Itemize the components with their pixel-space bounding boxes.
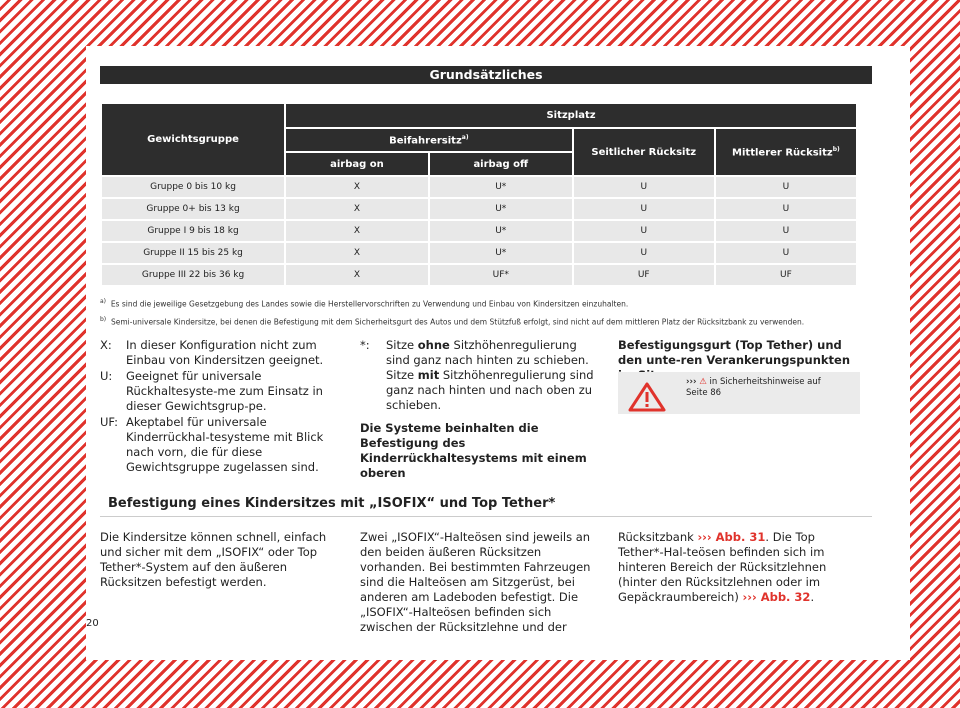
asterisk-note: *: Sitze ohne Sitzhöhenregulierung sind ganz nach hinten zu schieben. Sitze mit Sitzhöhenregulierung sind ganz nach hinten und nach oben zu schieben.: [360, 338, 594, 412]
section-column-3: Rücksitzbank ››› Abb. 31. Die Top Tether*-Hal-teösen befinden sich im hinteren Bereich der Rücksitzlehnen (hinter den Rücksitzlehnen oder im Gepäckraumbereich) ››› Abb. 32.: [618, 530, 827, 604]
section-title: Befestigung eines Kindersitzes mit „ISOFIX“ und Top Tether*: [108, 496, 556, 511]
systems-text: Die Systeme beinhalten die Befestigung des Kinderrückhaltesystems mit einem oberen: [360, 421, 587, 480]
table-cell: X: [286, 199, 428, 219]
table-cell: UF: [716, 265, 856, 285]
legend-list: [100, 338, 340, 476]
table-row: [102, 199, 856, 219]
table-cell: U: [574, 221, 714, 241]
table-cell: U*: [430, 243, 572, 263]
table-cell: X: [286, 243, 428, 263]
warning-small-icon: ⚠: [699, 377, 707, 387]
table-cell: X: [286, 265, 428, 285]
table-cell: U: [716, 243, 856, 263]
page-number: 20: [86, 618, 99, 629]
table-cell: U: [716, 199, 856, 219]
weight-group-header: Gewichtsgruppe: [102, 104, 284, 175]
table-cell: UF*: [430, 265, 572, 285]
page-header-title: Grundsätzliches: [100, 66, 872, 84]
table-cell: U*: [430, 177, 572, 197]
table-cell: Gruppe III 22 bis 36 kg: [102, 265, 284, 285]
table-cell: U*: [430, 221, 572, 241]
page: [86, 46, 910, 660]
figure-32-link[interactable]: ››› Abb. 32: [742, 590, 811, 604]
table-cell: Gruppe II 15 bis 25 kg: [102, 243, 284, 263]
passenger-seat-header: Beifahrersitz$^{a)}$: [286, 129, 572, 151]
table-row: [102, 177, 856, 197]
table-cell: U: [574, 199, 714, 219]
table-cell: X: [286, 221, 428, 241]
airbag-on-header: airbag on: [286, 153, 428, 175]
warning-reference[interactable]: ››› ⚠ in Sicherheitshinweise auf Seite 86: [686, 377, 821, 398]
side-rear-seat-header: Seitlicher Rücksitz: [574, 129, 714, 175]
table-cell: Gruppe 0+ bis 13 kg: [102, 199, 284, 219]
footnote-a: $^{a)}$ Es sind die jeweilige Gesetzgebung des Landes sowie die Herstellervorschriften zu Verwendung und Einbau von Kindersitzen einzuhalten.: [100, 298, 629, 309]
tether-text: Befestigungsgurt (Top Tether) und den unte-ren Verankerungspunkten: [618, 338, 851, 367]
middle-column: [360, 338, 598, 481]
table-cell: Gruppe 0 bis 10 kg: [102, 177, 284, 197]
table-cell: U: [716, 221, 856, 241]
table-cell: U*: [430, 199, 572, 219]
warning-triangle-icon: [628, 382, 666, 412]
table-cell: U: [574, 243, 714, 263]
legend-item: U: Geeignet für universale Rückhaltesyste-me zum Einsatz in dieser Gewichtsgrup-pe.: [100, 369, 323, 413]
airbag-off-header: airbag off: [430, 153, 572, 175]
section-divider: [100, 516, 872, 517]
section-column-1: Die Kindersitze können schnell, einfach und sicher mit dem „ISOFIX“ oder Top Tether*-System auf den äußeren Rücksitzen befestigt werden.: [100, 530, 327, 589]
legend-item: X: In dieser Konfiguration nicht zum Einbau von Kindersitzen geeignet.: [100, 338, 324, 367]
table-row: [102, 265, 856, 285]
table-cell: U: [716, 177, 856, 197]
figure-31-link[interactable]: ››› Abb. 31: [697, 530, 766, 544]
table-footnotes: [100, 298, 870, 333]
table-row: [102, 221, 856, 241]
table-cell: U: [574, 177, 714, 197]
safety-warning-box: [618, 372, 860, 414]
child-seat-table: [100, 102, 858, 287]
table-row: [102, 243, 856, 263]
table-cell: UF: [574, 265, 714, 285]
table-cell: X: [286, 177, 428, 197]
seat-position-header: Sitzplatz: [286, 104, 856, 127]
footnote-b: $^{b)}$ Semi-universale Kindersitze, bei denen die Befestigung mit dem Sicherheitsgurt des Autos und dem Stützfuß erfolgt, sind nicht auf dem mittleren Platz der Rücksitzbank zu verwenden.: [100, 315, 805, 326]
section-column-2: Zwei „ISOFIX“-Halteösen sind jeweils an den beiden äußeren Rücksitzen vorhanden. Bei bestimmten Fahrzeugen sind die Halteösen am Sitzgerüst, bei anderen am Ladeboden befestigt. Die „ISOFIX“-Halteösen befinden sich zwischen der Rücksitzlehne und der: [360, 530, 591, 634]
middle-rear-seat-header: Mittlerer Rücksitz$^{b)}$: [716, 129, 856, 175]
legend-item: UF: Akeptabel für universale Kinderrückhal-tesysteme mit Blick nach vorn, die für diese Gewichtsgruppe zugelassen sind.: [100, 415, 324, 474]
table-cell: Gruppe I 9 bis 18 kg: [102, 221, 284, 241]
